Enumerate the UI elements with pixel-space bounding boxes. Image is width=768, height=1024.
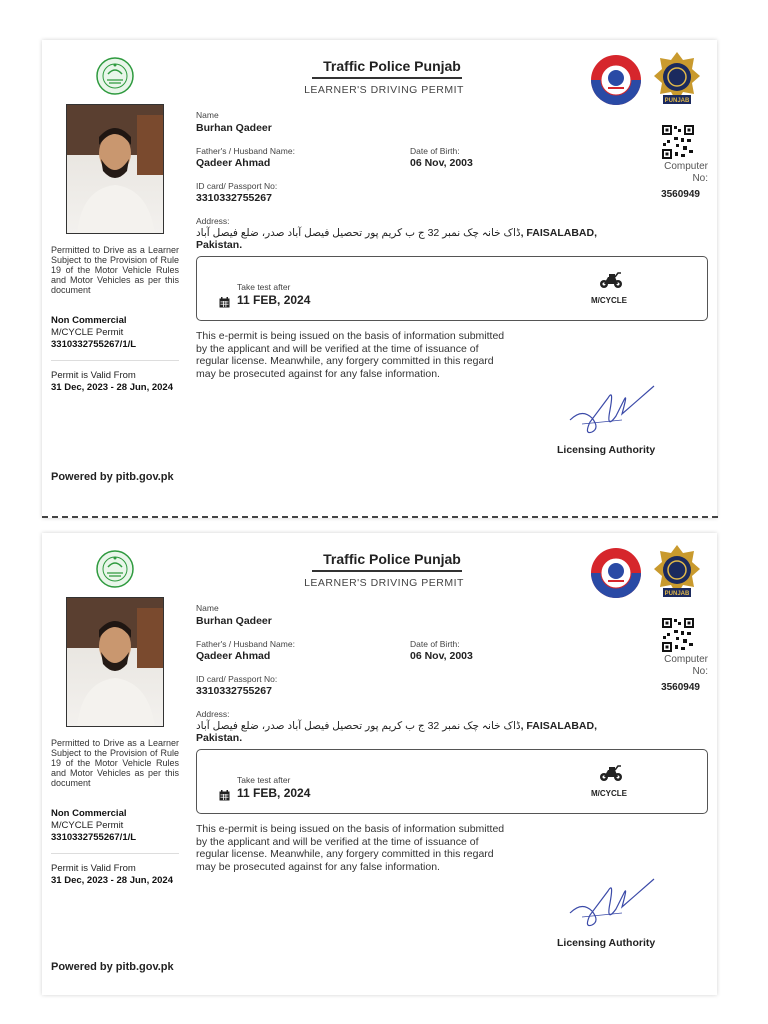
licensing-authority: Licensing Authority [557, 937, 656, 949]
punjab-govt-logo-icon [94, 56, 136, 96]
page-title: Traffic Police Punjab [323, 551, 461, 567]
test-info-box [196, 256, 708, 321]
id-number: 3310332755267 [196, 685, 272, 697]
permit-type: M/CYCLE Permit [51, 327, 124, 338]
father-name: Qadeer Ahmad [196, 650, 271, 662]
date-of-birth: 06 Nov, 2003 [410, 157, 473, 169]
category-label: Non Commercial [51, 315, 127, 326]
id-label: ID card/ Passport No: [196, 674, 278, 684]
traffic-police-badge-icon [652, 50, 702, 108]
father-label: Father's / Husband Name: [196, 639, 295, 649]
validity-label: Permit is Valid From [51, 370, 136, 381]
category-label: Non Commercial [51, 808, 127, 819]
punjab-police-badge-icon [590, 547, 642, 599]
address-english: , FAISALABAD, Pakistan. [196, 227, 597, 251]
traffic-police-badge-icon [652, 543, 702, 601]
applicant-name: Burhan Qadeer [196, 122, 272, 134]
title-underline [312, 570, 462, 572]
licensing-authority: Licensing Authority [557, 444, 656, 456]
motorcycle-icon [599, 764, 623, 782]
test-date: 11 FEB, 2024 [237, 786, 311, 800]
address-urdu: ڈاک خانہ چک نمبر 32 ج ب کریم پور تحصیل فیصل آباد صدر، ضلع فیصل آباد [196, 227, 521, 239]
divider [51, 853, 179, 854]
page-subtitle: LEARNER'S DRIVING PERMIT [304, 84, 464, 96]
test-date: 11 FEB, 2024 [237, 293, 311, 307]
computer-no: 3560949 [661, 682, 700, 693]
address-label: Address: [196, 216, 230, 226]
validity-range: 31 Dec, 2023 - 28 Jun, 2024 [51, 875, 173, 886]
powered-by: Powered by pitb.gov.pk [51, 961, 174, 973]
dob-label: Date of Birth: [410, 639, 460, 649]
qr-code-icon [661, 617, 695, 653]
address-value [196, 227, 636, 251]
id-label: ID card/ Passport No: [196, 181, 278, 191]
test-label: Take test after [237, 775, 291, 785]
applicant-name: Burhan Qadeer [196, 615, 272, 627]
disclaimer-text: This e-permit is being issued on the basis of information submitted by the applicant and will be verified at the time of issuance of regular license. Meanwhile, any forgery committed in this regard may be prosecuted against for any false information. [196, 330, 505, 380]
permit-card-bottom [42, 533, 717, 995]
punjab-govt-logo-icon [94, 549, 136, 589]
disclaimer-text: This e-permit is being issued on the basis of information submitted by the applicant and will be verified at the time of issuance of regular license. Meanwhile, any forgery committed in this regard may be prosecuted against for any false information. [196, 823, 505, 873]
motorcycle-icon [599, 271, 623, 289]
father-label: Father's / Husband Name: [196, 146, 295, 156]
computer-no-label: Computer No: [664, 654, 708, 677]
address-value [196, 720, 636, 744]
vehicle-label: M/CYCLE [591, 789, 627, 798]
applicant-photo [66, 104, 164, 234]
validity-label: Permit is Valid From [51, 863, 136, 874]
validity-block [51, 370, 191, 394]
id-number: 3310332755267 [196, 192, 272, 204]
badge-text: PUNJAB [664, 98, 690, 104]
permit-number: 3310332755267/1/L [51, 832, 137, 843]
vehicle-label: M/CYCLE [591, 296, 627, 305]
validity-range: 31 Dec, 2023 - 28 Jun, 2024 [51, 382, 173, 393]
powered-by: Powered by pitb.gov.pk [51, 471, 174, 483]
badge-text: PUNJAB [664, 591, 690, 597]
name-label: Name [196, 603, 219, 613]
permit-conditions-text: Permitted to Drive as a Learner Subject to the Provision of Rule 19 of the Motor Vehicle Rules and Motor Vehicles as per this document [51, 245, 179, 295]
cut-line [42, 516, 718, 518]
test-label: Take test after [237, 282, 291, 292]
divider [51, 360, 179, 361]
father-name: Qadeer Ahmad [196, 157, 271, 169]
date-of-birth: 06 Nov, 2003 [410, 650, 473, 662]
address-label: Address: [196, 709, 230, 719]
address-english: , FAISALABAD, Pakistan. [196, 720, 597, 744]
permit-card-top [42, 40, 717, 518]
test-info-box [196, 749, 708, 814]
validity-block [51, 863, 191, 887]
permit-category-block [51, 315, 191, 351]
permit-number: 3310332755267/1/L [51, 339, 137, 350]
computer-no-label: Computer No: [664, 161, 708, 184]
permit-type: M/CYCLE Permit [51, 820, 124, 831]
calendar-icon [219, 295, 230, 306]
permit-conditions-text: Permitted to Drive as a Learner Subject to the Provision of Rule 19 of the Motor Vehicle Rules and Motor Vehicles as per this document [51, 738, 179, 788]
name-label: Name [196, 110, 219, 120]
signature-image [562, 873, 662, 933]
signature-image [562, 380, 662, 440]
dob-label: Date of Birth: [410, 146, 460, 156]
address-urdu: ڈاک خانہ چک نمبر 32 ج ب کریم پور تحصیل فیصل آباد صدر، ضلع فیصل آباد [196, 720, 521, 732]
qr-code-icon [661, 124, 695, 160]
page-title: Traffic Police Punjab [323, 58, 461, 74]
computer-no: 3560949 [661, 189, 700, 200]
title-underline [312, 77, 462, 79]
calendar-icon [219, 788, 230, 799]
page-subtitle: LEARNER'S DRIVING PERMIT [304, 577, 464, 589]
punjab-police-badge-icon [590, 54, 642, 106]
permit-category-block [51, 808, 191, 844]
applicant-photo [66, 597, 164, 727]
